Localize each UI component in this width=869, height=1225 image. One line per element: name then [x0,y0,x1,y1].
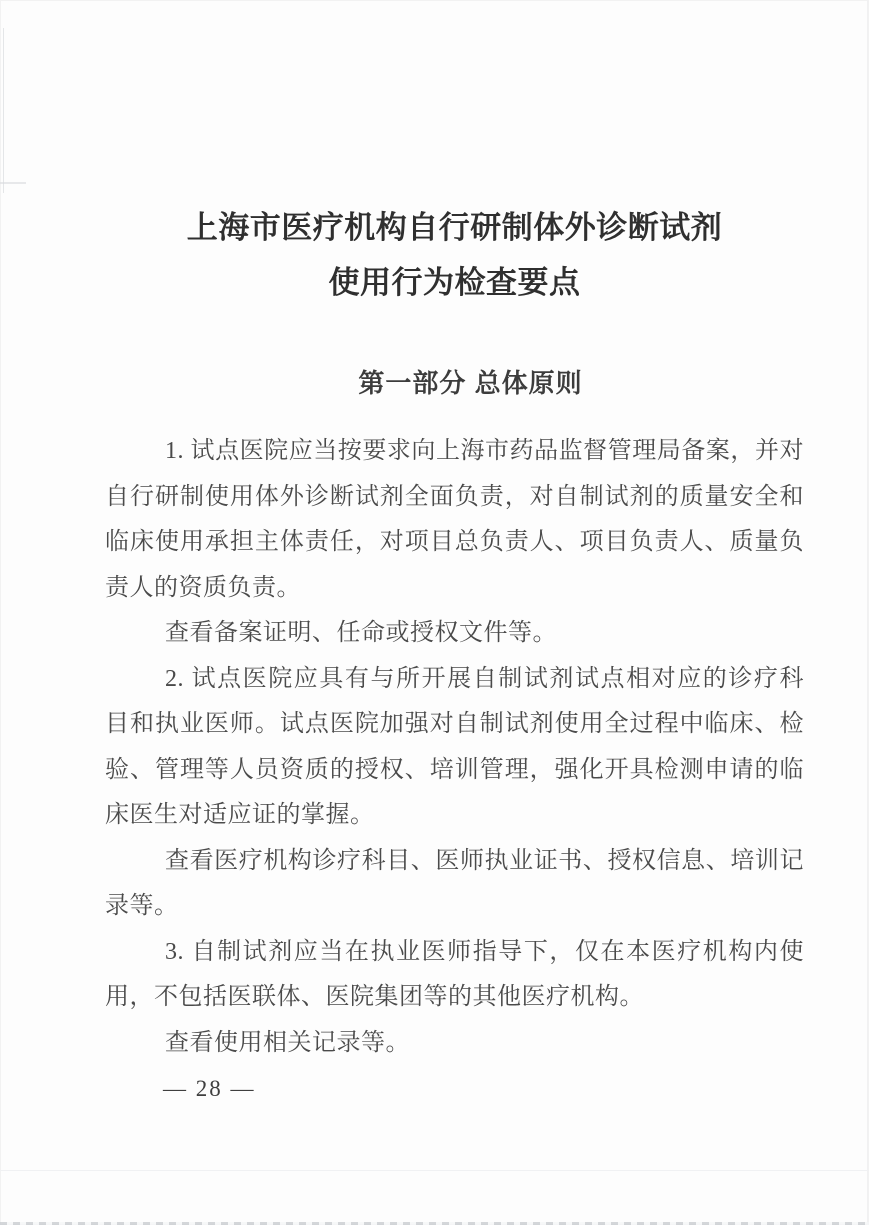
paragraph-2 [105,611,804,657]
document-title-line-1: 上海市医疗机构自行研制体外诊断试剂 [186,210,723,245]
body-line: 查看备案证明、任命或授权文件等。 [165,620,557,646]
page-number: — 28 — [163,1076,256,1101]
body-line: 验、管理等人员资质的授权、培训管理，强化开具检测申请的临 [105,756,804,783]
body-line: 用，不包括医联体、医院集团等的其他医疗机构。 [105,984,644,1010]
document-title-line-2: 使用行为检查要点 [328,265,581,300]
scan-artifact-vertical-line [3,28,4,193]
paragraph-6 [105,1021,804,1067]
scan-artifact-right-edge [867,0,868,1225]
body-line: 2. 试点医院应具有与所开展自制试剂试点相对应的诊疗科 [165,665,804,692]
body-line: 3. 自制试剂应当在执业医师指导下，仅在本医疗机构内使 [165,938,804,965]
paragraph-3 [105,657,804,839]
paragraph-4 [105,839,804,930]
body-line: 临床使用承担主体责任，对项目总负责人、项目负责人、质量负 [105,529,804,555]
paragraph-5 [105,930,804,1021]
body-line: 1. 试点医院应当按要求向上海市药品监督管理局备案，并对 [165,438,804,464]
body-line: 责人的资质负责。 [105,574,301,601]
body-line: 床医生对适应证的掌握。 [105,802,375,828]
body-line: 目和执业医师。试点医院加强对自制试剂使用全过程中临床、检 [105,711,804,737]
paragraph-1 [105,429,804,611]
scan-artifact-horizontal-tick [0,182,26,184]
body-line: 录等。 [105,893,179,919]
body-line: 查看使用相关记录等。 [165,1029,410,1056]
document-body [105,429,804,1066]
body-line: 查看医疗机构诊疗科目、医师执业证书、授权信息、培训记 [165,847,804,874]
document-title [20,200,869,310]
section-heading: 第一部分 总体原则 [358,368,583,398]
body-line: 自行研制使用体外诊断试剂全面负责，对自制试剂的质量安全和 [105,483,804,510]
scan-artifact-faint-line [0,1170,869,1171]
